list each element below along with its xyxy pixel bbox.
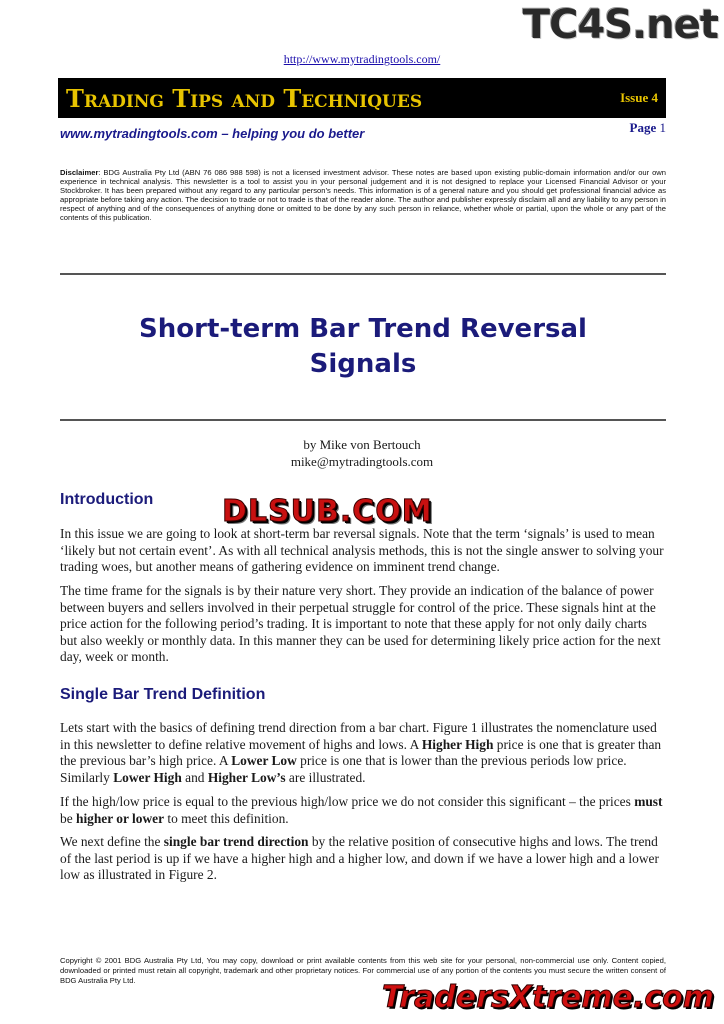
p4-higher-or-lower: higher or lower [76,810,165,826]
p4-text-b: be [60,810,76,826]
p5-single-bar-trend: single bar trend direction [163,834,309,849]
trend-paragraph-3 [60,834,666,884]
trend-paragraph-2 [60,794,666,827]
p3-lower-low: Lower Low [231,753,297,769]
disclaimer-text: : BDG Australia Pty Ltd (ABN 76 086 988 598) is not a licensed investment advisor. These notes are based upon existing public-domain information and/or our own experience in technical analysis. This newsletter is a tool to assist you in your personal judgement and it is not designed to replace your Licensed Financial Advisor or your Stockbroker. It has been prepared without any regard to any particular person’s needs. This information is of a general nature and you should get professional financial advice as appropriate before taking any action. The decision to trade or not to trade is that of the reader alone. The author and publisher expressly disclaim all and any liability to any person in respect of anything and of the consequences of anything done or omitted to be done by any such person in reliance, whether whole or partial, upon the whole or any part of the contents of this publication. [60,168,666,223]
p4-text-c: to meet this definition. [164,810,289,826]
site-url-link[interactable]: http://www.mytradingtools.com/ [283,52,441,66]
p4-must: must [634,794,663,809]
intro-paragraph-1: In this issue we are going to look at short-term bar reversal signals. Note that the term ‘signals’ is used to mean ‘likely but not certain event’. As with all technical analysis methods, this is not the single answer to solving your trading woes, but another means of gathering evidence on imminent trend change. [60,526,664,575]
article-title-line2: Signals [309,349,417,379]
divider-bottom [60,419,666,421]
page-number: 1 [659,120,666,135]
article-title [60,312,666,382]
p3-text-a: Lets start with the basics of defining trend direction from a bar chart. Figure 1 illustrates the nomenclature used in this newsletter to define relative movement of highs and lows. A [60,720,657,752]
tradersxtreme-watermark: TradersXtreme.com [382,980,714,1015]
p3-higher-high: Higher High [421,736,494,752]
author-email: mike@mytradingtools.com [290,454,434,469]
copyright-footer: Copyright © 2001 BDG Australia Pty Ltd, You may copy, download or print available contents from this web site for your personal, non-commercial use only. Content copied, downloaded or printed must retain all copyright, trademark and other proprietary notices. For commercial use of any portion of the contents you must secure the written consent of BDG Australia Pty Ltd. [60,956,666,985]
page-label: Page [629,120,657,135]
p3-higher-lows: Higher Low’s [207,769,286,785]
newsletter-title: Trading Tips and Techniques [66,83,423,113]
p5-text-b: by the relative position of consecutive highs and lows. The trend of the last period is up if we have a higher high and a higher low, and down if we have a lower high and a lower low as illustrated in Figure 2. [60,834,659,883]
p3-text-c: price is one that is lower than the previous periods low price. Similarly [60,753,627,785]
p5-text-a: We next define the [60,834,164,849]
disclaimer [60,168,666,223]
p3-and: and [181,769,208,785]
article-title-line1: Short-term Bar Trend Reversal [139,314,587,344]
byline [0,436,724,470]
dlsub-watermark: DLSUB.COM [222,494,433,529]
disclaimer-label: Disclaimer [60,168,99,177]
issue-number: Issue 4 [620,90,658,105]
divider-top [60,273,666,275]
p3-text-d: are illustrated. [285,769,366,785]
intro-paragraph-2: The time frame for the signals is by their nature very short. They provide an indication of the balance of power between buyers and sellers involved in their perpetual struggle for control of the price. These signals hint at the price action for the following period’s trading. It is important to note that these apply for not only daily charts but also weekly or monthly data. In this manner they can be used for determining likely price action for the next day, week or month. [60,583,661,665]
introduction-heading: Introduction [60,491,154,508]
author-name: by Mike von Bertouch [303,437,421,452]
newsletter-banner [58,78,666,118]
single-bar-trend-heading: Single Bar Trend Definition [60,686,266,703]
page-indicator [630,120,666,136]
p4-text-a: If the high/low price is equal to the previous high/low price we do not consider this significant – the prices [60,794,635,809]
p3-lower-high: Lower High [113,769,182,785]
tagline: www.mytradingtools.com – helping you do better [60,126,365,141]
tc4s-watermark: TC4S.net [522,2,718,48]
p3-text-b: price is one that is greater than the previous bar’s high price. A [60,736,662,769]
trend-paragraph-1 [60,720,666,786]
